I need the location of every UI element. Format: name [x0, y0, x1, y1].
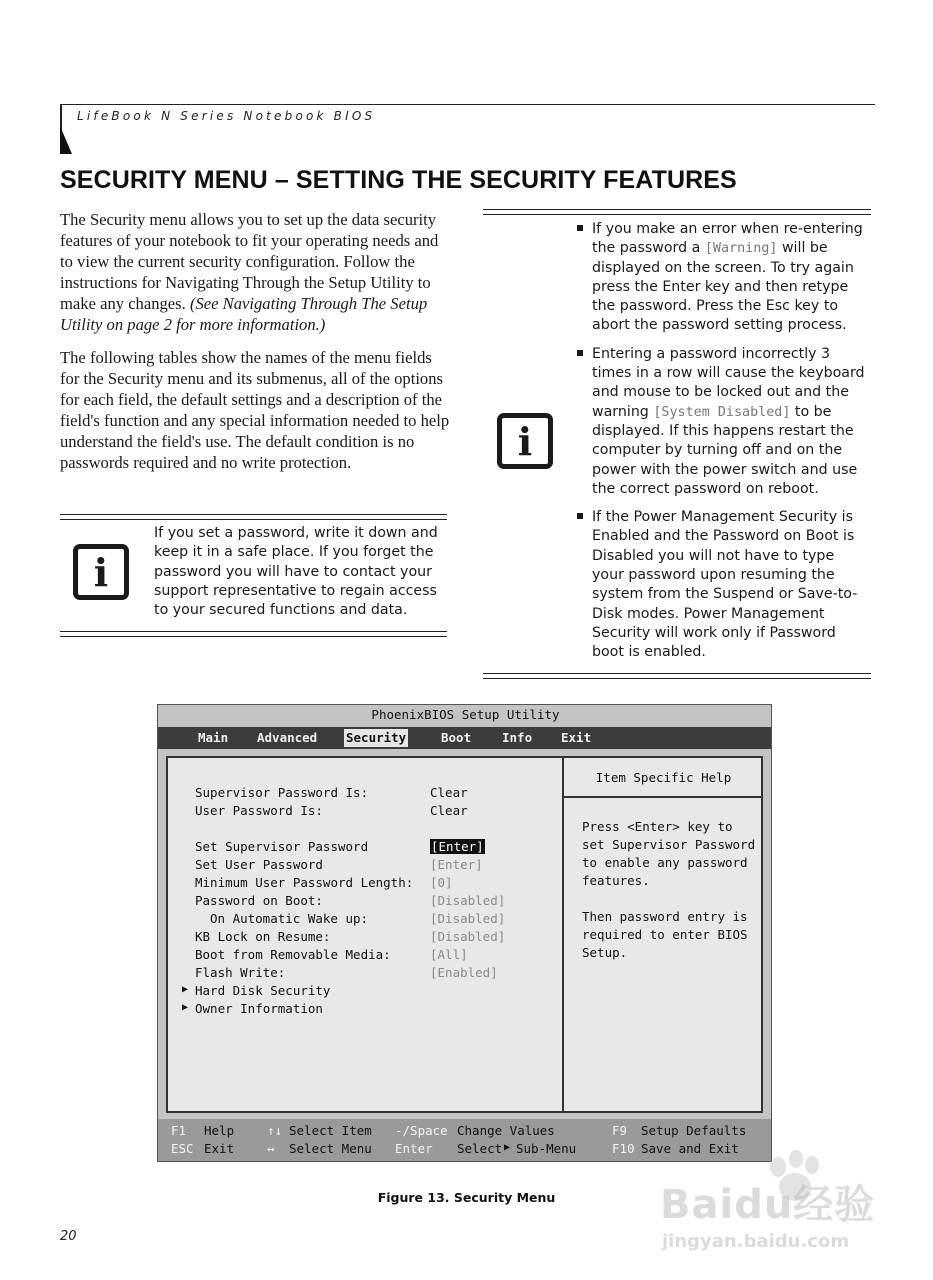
- footer-desc-save-exit: Save and Exit: [641, 1141, 739, 1156]
- footer-desc-help: Help: [204, 1123, 235, 1138]
- bios-menu-exit[interactable]: Exit: [561, 730, 592, 745]
- header-rule: [60, 104, 875, 105]
- set-user-password-label: Set User Password: [195, 857, 323, 872]
- user-password-status-label: User Password Is:: [195, 803, 323, 818]
- submenu-arrow-icon: ▶: [182, 984, 189, 995]
- bios-main-panel: [166, 756, 763, 1113]
- warning-code: [Warning]: [704, 241, 778, 257]
- bios-panel-divider: [562, 758, 564, 1111]
- min-password-length-label: Minimum User Password Length:: [195, 875, 414, 890]
- footer-key-left-right: ↔: [267, 1141, 275, 1156]
- footer-key-space: -/Space: [395, 1123, 448, 1138]
- bios-menu-advanced[interactable]: Advanced: [257, 730, 318, 745]
- password-on-boot-label: Password on Boot:: [195, 893, 323, 908]
- note-left-text: If you set a password, write it down and keep it in a safe place. If you forget the password you will have to contact your support representative to regain access to your secured functions and data.: [154, 525, 438, 619]
- supervisor-password-status-value: Clear: [430, 785, 468, 800]
- note-right-top-rule: [483, 209, 871, 215]
- watermark: [660, 1145, 880, 1270]
- flash-write-label: Flash Write:: [195, 965, 286, 980]
- note-right-bottom-rule: [483, 673, 871, 679]
- page-number: 20: [60, 1229, 77, 1244]
- bios-menu-security[interactable]: Security: [346, 730, 407, 745]
- page-title: SECURITY MENU – SETTING THE SECURITY FEATURES: [60, 166, 737, 194]
- system-disabled-code: [System Disabled]: [653, 404, 791, 420]
- footer-key-f9: F9: [612, 1123, 628, 1138]
- bullet-square-icon: [577, 350, 583, 356]
- help-title: Item Specific Help: [595, 770, 732, 785]
- footer-key-enter: Enter: [395, 1141, 433, 1156]
- running-header: LifeBook N Series Notebook BIOS: [77, 109, 376, 123]
- bios-screenshot: [157, 704, 772, 1162]
- footer-key-esc: ESC: [171, 1141, 194, 1156]
- bios-menu-bar: [158, 727, 771, 749]
- submenu-arrow-icon: ▶: [182, 1002, 189, 1013]
- kb-lock-on-resume-label: KB Lock on Resume:: [195, 929, 331, 944]
- help-separator: [564, 796, 763, 798]
- footer-desc-exit: Exit: [204, 1141, 235, 1156]
- footer-key-up-down: ↑↓: [267, 1123, 283, 1138]
- bullet-square-icon: [577, 225, 583, 231]
- footer-key-f10: F10: [612, 1141, 635, 1156]
- set-supervisor-password-value[interactable]: [Enter]: [431, 839, 484, 854]
- set-user-password-value[interactable]: [Enter]: [430, 857, 483, 872]
- footer-submenu-arrow-icon: ▶: [504, 1142, 511, 1153]
- bullet-item: Entering a password incorrectly 3 times in a row will cause the keyboard and mouse to be locked out and the warning [System Disabled] to be displayed. If this happens restart the computer by turning off and on the power with the power switch and use the correct password on reboot.: [577, 345, 867, 499]
- bullet-square-icon: [577, 513, 583, 519]
- bullet-item: If you make an error when re-entering the password a [Warning] will be displayed on the screen. To try again press the Enter key and then retype the password. Press the Esc key to abort the password setting process.: [577, 220, 867, 336]
- submenu-hard-disk-security[interactable]: Hard Disk Security: [195, 983, 331, 998]
- boot-removable-media-label: Boot from Removable Media:: [195, 947, 391, 962]
- note-right-bullets: [577, 220, 867, 672]
- bullet-item: If the Power Management Security is Enabled and the Password on Boot is Disabled you will not have to type your password upon resuming the system from the Suspend or Save-to-Disk modes. Power Management Security will work only if Password boot is enabled.: [577, 508, 867, 662]
- automatic-wake-up-value[interactable]: [Disabled]: [430, 911, 506, 926]
- automatic-wake-up-label: On Automatic Wake up:: [210, 911, 369, 926]
- flash-write-value[interactable]: [Enabled]: [430, 965, 498, 980]
- set-supervisor-password-label: Set Supervisor Password: [195, 839, 369, 854]
- kb-lock-on-resume-value[interactable]: [Disabled]: [430, 929, 506, 944]
- bios-menu-boot[interactable]: Boot: [441, 730, 472, 745]
- info-icon: i: [73, 544, 129, 600]
- note-left-top-rule: [60, 514, 447, 520]
- header-corner-mark: [60, 126, 72, 154]
- password-on-boot-value[interactable]: [Disabled]: [430, 893, 506, 908]
- user-password-status-value: Clear: [430, 803, 468, 818]
- help-text: Press <Enter> key to set Supervisor Password to enable any password features. Then password entry is required to enter BIOS Setup.: [582, 819, 756, 960]
- min-password-length-value[interactable]: [0]: [430, 875, 453, 890]
- intro-paragraph-1: [60, 209, 455, 335]
- note-left-bottom-rule: [60, 631, 447, 637]
- intro-paragraph-2: The following tables show the names of the menu fields for the Security menu and its submenus, all of the options for each field, the default settings and a description of the field's function and any special information needed to help understand the field's use. The default condition is no passwords required and no write protection.: [60, 348, 450, 472]
- footer-desc-select: Select: [457, 1141, 503, 1156]
- bios-menu-main[interactable]: Main: [198, 730, 229, 745]
- footer-desc-select-item: Select Item: [289, 1123, 372, 1138]
- footer-desc-sub-menu: Sub-Menu: [516, 1141, 577, 1156]
- intro-paragraph-1-reference: (See Navigating Through The Setup Utility on page 2 for more information.): [60, 294, 428, 334]
- footer-desc-setup-defaults: Setup Defaults: [641, 1123, 747, 1138]
- footer-desc-change-values: Change Values: [457, 1123, 555, 1138]
- bios-menu-info[interactable]: Info: [502, 730, 533, 745]
- supervisor-password-status-label: Supervisor Password Is:: [195, 785, 369, 800]
- watermark-brand: Baidu经验: [660, 1182, 876, 1228]
- figure-caption: Figure 13. Security Menu: [377, 1190, 556, 1205]
- intro-paragraph-1-text: The Security menu allows you to set up the data security features of your notebook to fit your operating needs and to view the current security configuration. Follow the instructions for Navigating Through the Setup Utility to make any changes.: [60, 210, 439, 313]
- info-icon: i: [497, 413, 553, 469]
- footer-desc-select-menu: Select Menu: [289, 1141, 372, 1156]
- watermark-url: jingyan.baidu.com: [662, 1231, 850, 1252]
- footer-key-f1: F1: [171, 1123, 187, 1138]
- bios-title: PhoenixBIOS Setup Utility: [371, 707, 560, 722]
- boot-removable-media-value[interactable]: [All]: [430, 947, 468, 962]
- submenu-owner-information[interactable]: Owner Information: [195, 1001, 323, 1016]
